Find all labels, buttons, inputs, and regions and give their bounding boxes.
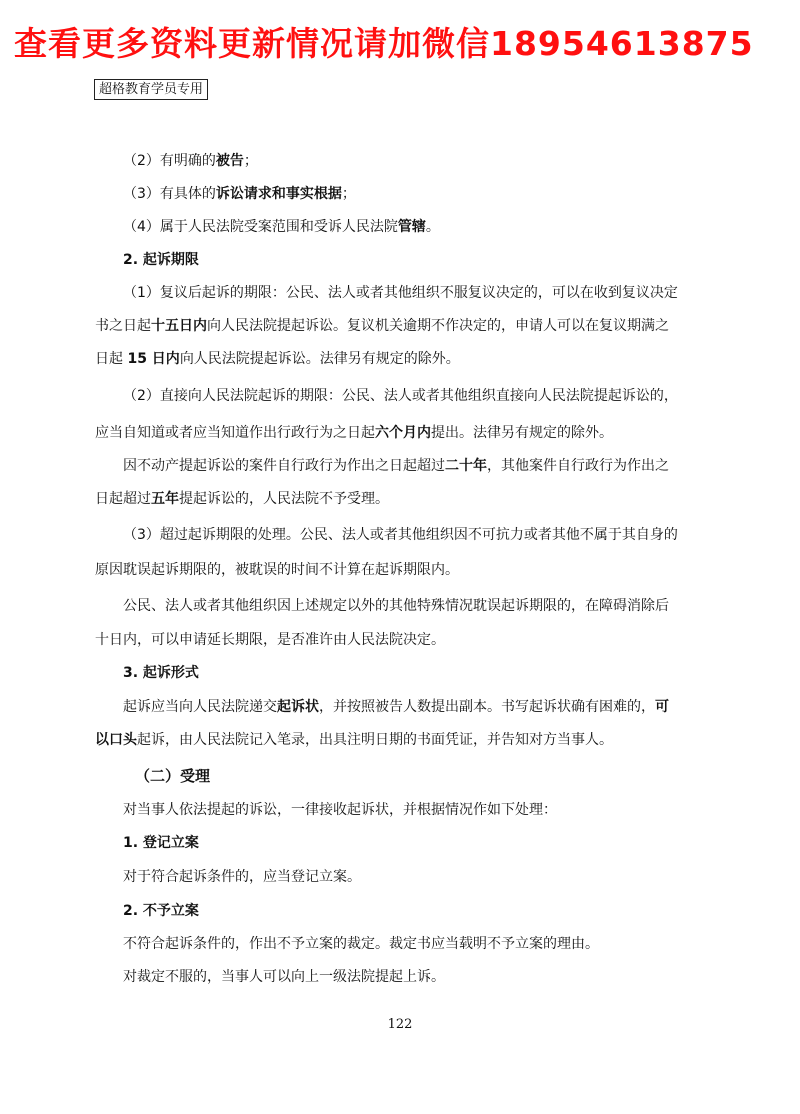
text-line bbox=[123, 966, 445, 988]
text-line bbox=[123, 249, 199, 271]
watermark-banner: 查看更多资料更新情况请加微信18954613875 bbox=[14, 24, 754, 63]
text-run: （2）有明确的 bbox=[123, 153, 216, 169]
emphasis-text: 起诉状 bbox=[277, 699, 319, 715]
text-line bbox=[95, 629, 445, 651]
text-run: ，其他案件自行政行为作出之 bbox=[487, 458, 669, 474]
text-line bbox=[123, 150, 258, 172]
text-run: 向人民法院提起诉讼。法律另有规定的除外。 bbox=[179, 351, 460, 367]
text-run: 提出。法律另有规定的除外。 bbox=[431, 425, 613, 441]
emphasis-text: 3. 起诉形式 bbox=[123, 665, 199, 681]
text-run: 日起超过 bbox=[95, 491, 151, 507]
text-line bbox=[123, 662, 199, 684]
emphasis-text: 诉讼请求和事实根据 bbox=[215, 186, 342, 202]
text-line bbox=[123, 933, 599, 955]
emphasis-text: 六个月内 bbox=[375, 425, 431, 441]
text-line bbox=[95, 422, 613, 444]
text-run: 公民、法人或者其他组织因上述规定以外的其他特殊情况耽误起诉期限的，在障碍消除后 bbox=[123, 598, 669, 614]
text-line bbox=[123, 595, 669, 617]
text-run: 提起诉讼的，人民法院不予受理。 bbox=[179, 491, 389, 507]
text-line bbox=[123, 282, 678, 304]
text-run: ； bbox=[341, 186, 356, 202]
text-run: （3）有具体的 bbox=[123, 186, 216, 202]
text-line bbox=[123, 183, 356, 205]
text-line bbox=[95, 559, 459, 581]
emphasis-text: 15 日内 bbox=[127, 351, 180, 367]
text-run: 十日内，可以申请延长期限，是否准许由人民法院决定。 bbox=[95, 632, 445, 648]
text-run: 起诉，由人民法院记入笔录，出具注明日期的书面凭证，并告知对方当事人。 bbox=[137, 732, 613, 748]
text-run: 对于符合起诉条件的，应当登记立案。 bbox=[123, 869, 361, 885]
emphasis-text: （二）受理 bbox=[135, 767, 211, 785]
emphasis-text: 十五日内 bbox=[151, 318, 207, 334]
text-run: （2）直接向人民法院起诉的期限：公民、法人或者其他组织直接向人民法院提起诉讼的， bbox=[123, 388, 678, 404]
text-run: 。 bbox=[425, 219, 440, 235]
text-line bbox=[123, 799, 557, 821]
text-line bbox=[95, 729, 613, 751]
emphasis-text: 二十年 bbox=[445, 458, 487, 474]
text-line bbox=[123, 385, 678, 407]
emphasis-text: 1. 登记立案 bbox=[123, 835, 199, 851]
student-only-stamp: 超格教育学员专用 bbox=[94, 79, 208, 100]
page-number: 122 bbox=[387, 1017, 413, 1032]
emphasis-text: 管辖 bbox=[397, 219, 426, 235]
text-line bbox=[123, 832, 199, 854]
text-line bbox=[123, 216, 440, 238]
text-line bbox=[123, 900, 199, 922]
emphasis-text: 2. 起诉期限 bbox=[123, 252, 199, 268]
text-run: 不符合起诉条件的，作出不予立案的裁定。裁定书应当载明不予立案的理由。 bbox=[123, 936, 599, 952]
emphasis-text: 以口头 bbox=[95, 732, 137, 748]
text-line bbox=[95, 348, 460, 370]
text-run: 原因耽误起诉期限的，被耽误的时间不计算在起诉期限内。 bbox=[95, 562, 459, 578]
text-run: （1）复议后起诉的期限：公民、法人或者其他组织不服复议决定的，可以在收到复议决定 bbox=[123, 285, 678, 301]
emphasis-text: 五年 bbox=[151, 491, 179, 507]
text-run: ，并按照被告人数提出副本。书写起诉状确有困难的， bbox=[319, 699, 655, 715]
text-line bbox=[95, 315, 669, 337]
text-line bbox=[95, 488, 389, 510]
emphasis-text: 被告 bbox=[215, 153, 244, 169]
text-run: 对裁定不服的，当事人可以向上一级法院提起上诉。 bbox=[123, 969, 445, 985]
emphasis-text: 可 bbox=[655, 699, 669, 715]
text-line bbox=[123, 455, 669, 477]
text-run: 对当事人依法提起的诉讼，一律接收起诉状，并根据情况作如下处理： bbox=[123, 802, 557, 818]
text-run: 日起 bbox=[95, 351, 128, 367]
emphasis-text: 2. 不予立案 bbox=[123, 903, 199, 919]
text-line bbox=[123, 866, 361, 888]
text-run: （4）属于人民法院受案范围和受诉人民法院 bbox=[123, 219, 398, 235]
text-line bbox=[123, 696, 669, 718]
text-run: 应当自知道或者应当知道作出行政行为之日起 bbox=[95, 425, 375, 441]
text-run: 书之日起 bbox=[95, 318, 151, 334]
text-run: 向人民法院提起诉讼。复议机关逾期不作决定的，申请人可以在复议期满之 bbox=[207, 318, 669, 334]
text-line bbox=[123, 524, 678, 546]
text-run: 起诉应当向人民法院递交 bbox=[123, 699, 277, 715]
text-run: （3）超过起诉期限的处理。公民、法人或者其他组织因不可抗力或者其他不属于其自身的 bbox=[123, 527, 678, 543]
text-run: ； bbox=[243, 153, 258, 169]
section-heading bbox=[135, 765, 210, 787]
text-run: 因不动产提起诉讼的案件自行政行为作出之日起超过 bbox=[123, 458, 445, 474]
